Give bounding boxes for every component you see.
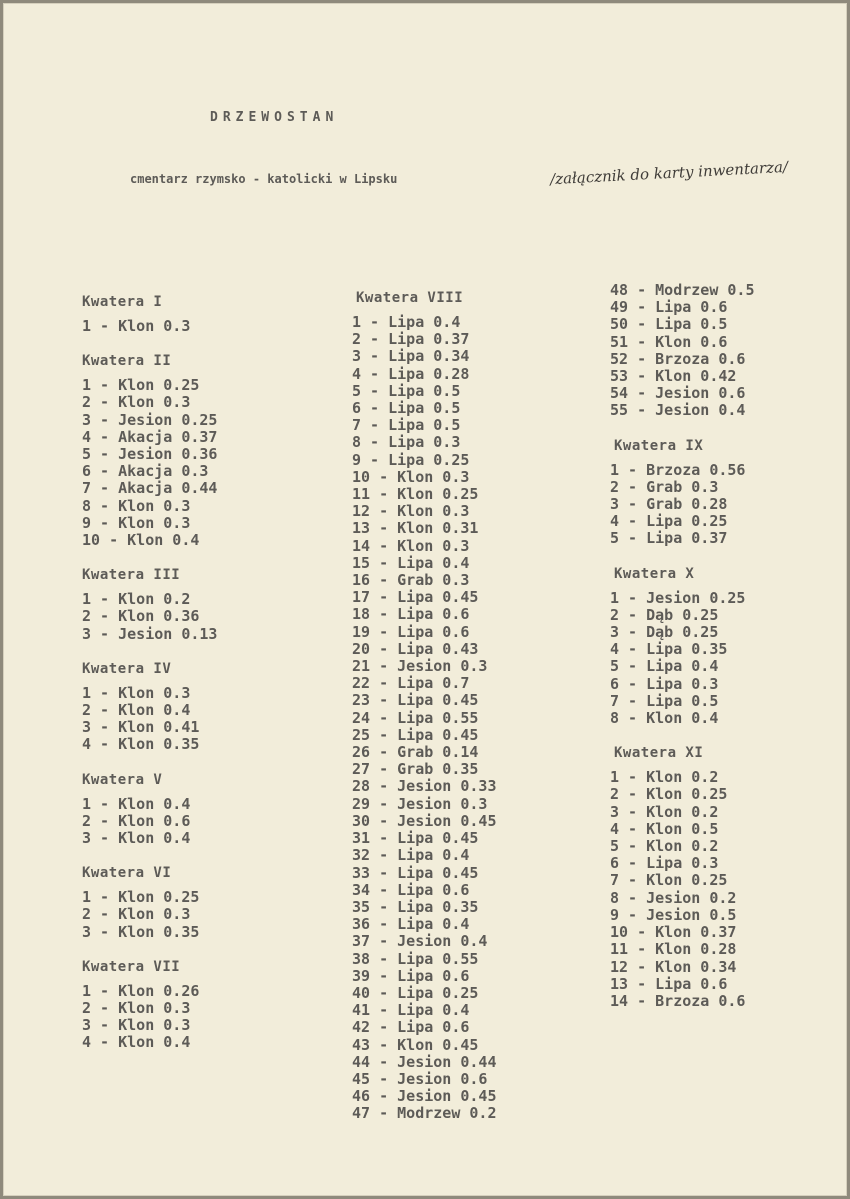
tree-entry: 4 - Akacja 0.37: [82, 427, 218, 446]
tree-entry: 44 - Jesion 0.44: [352, 1052, 497, 1071]
quarter-heading: Kwatera VII: [82, 958, 181, 975]
tree-entry: 6 - Akacja 0.3: [82, 462, 209, 481]
tree-entry: 37 - Jesion 0.4: [352, 932, 488, 951]
tree-entry: 3 - Lipa 0.34: [352, 347, 470, 366]
tree-entry: 5 - Jesion 0.36: [82, 445, 218, 464]
tree-entry: 32 - Lipa 0.4: [352, 846, 470, 865]
tree-entry: 5 - Lipa 0.4: [610, 657, 719, 676]
tree-entry: 9 - Klon 0.3: [82, 513, 191, 532]
tree-entry: 7 - Klon 0.25: [610, 871, 728, 890]
quarter-heading: Kwatera IV: [82, 660, 172, 677]
tree-entry: 14 - Klon 0.3: [352, 536, 470, 555]
tree-entry: 6 - Lipa 0.5: [352, 399, 461, 418]
tree-entry: 2 - Klon 0.3: [82, 905, 191, 924]
tree-entry: 9 - Lipa 0.25: [352, 450, 470, 469]
tree-entry: 15 - Lipa 0.4: [352, 553, 470, 572]
tree-entry: 11 - Klon 0.25: [352, 485, 479, 504]
quarter-heading: Kwatera XI: [614, 745, 704, 762]
section-gap: [78, 754, 298, 766]
tree-entry: 7 - Lipa 0.5: [610, 691, 719, 710]
tree-entry: 26 - Grab 0.14: [352, 743, 479, 762]
tree-entry: 48 - Modrzew 0.5: [610, 281, 755, 299]
tree-entry: 2 - Klon 0.6: [82, 811, 191, 830]
tree-entry: 1 - Klon 0.3: [82, 317, 191, 335]
tree-entry: 52 - Brzoza 0.6: [610, 349, 746, 368]
tree-entry: 33 - Lipa 0.45: [352, 863, 479, 882]
tree-entry: 1 - Lipa 0.4: [352, 313, 461, 331]
tree-entry: 51 - Klon 0.6: [610, 332, 728, 351]
tree-entry: 23 - Lipa 0.45: [352, 691, 479, 710]
tree-entry: 27 - Grab 0.35: [352, 760, 479, 779]
tree-entry: 20 - Lipa 0.43: [352, 639, 479, 658]
tree-entry: 1 - Klon 0.2: [82, 590, 191, 609]
section-gap: [610, 727, 820, 739]
tree-entry: 42 - Lipa 0.6: [352, 1018, 470, 1037]
tree-entry: 1 - Klon 0.2: [610, 768, 719, 787]
quarter-heading: Kwatera I: [82, 294, 163, 310]
tree-entry: 10 - Klon 0.37: [610, 923, 737, 942]
tree-entry: 1 - Klon 0.25: [82, 888, 200, 907]
tree-entry: 36 - Lipa 0.4: [352, 915, 470, 934]
tree-entry: 1 - Jesion 0.25: [610, 588, 746, 607]
tree-entry: 1 - Klon 0.4: [82, 794, 191, 813]
tree-entry: 29 - Jesion 0.3: [352, 794, 488, 813]
tree-entry: 35 - Lipa 0.35: [352, 897, 479, 916]
tree-entry: 3 - Klon 0.4: [82, 829, 191, 848]
quarter-heading: Kwatera IX: [614, 437, 704, 454]
tree-entry: 1 - Brzoza 0.56: [610, 460, 746, 479]
tree-entry: 39 - Lipa 0.6: [352, 966, 470, 985]
quarter-heading: Kwatera V: [82, 771, 163, 788]
tree-entry: 24 - Lipa 0.55: [352, 708, 479, 727]
tree-entry: 2 - Dąb 0.25: [610, 605, 719, 624]
tree-entry: 5 - Lipa 0.37: [610, 529, 728, 548]
tree-entry: 1 - Klon 0.25: [82, 376, 200, 395]
tree-entry: 19 - Lipa 0.6: [352, 622, 470, 641]
tree-entry: 12 - Klon 0.34: [610, 957, 737, 976]
tree-entry: 45 - Jesion 0.6: [352, 1069, 488, 1088]
tree-entry: 18 - Lipa 0.6: [352, 605, 470, 624]
tree-entry: 46 - Jesion 0.45: [352, 1087, 497, 1106]
tree-entry: 4 - Lipa 0.35: [610, 640, 728, 659]
tree-entry: 2 - Lipa 0.37: [352, 330, 470, 349]
tree-entry: 43 - Klon 0.45: [352, 1035, 479, 1054]
tree-entry: 30 - Jesion 0.45: [352, 811, 497, 830]
tree-entry: 8 - Klon 0.4: [610, 709, 719, 728]
quarter-heading: Kwatera VI: [82, 865, 172, 882]
section-gap: [610, 548, 820, 560]
section-gap: [78, 847, 298, 859]
tree-entry: 53 - Klon 0.42: [610, 367, 737, 386]
tree-entry: 4 - Lipa 0.28: [352, 364, 470, 383]
tree-entry: 47 - Modrzew 0.2: [352, 1104, 497, 1123]
tree-entry: 7 - Akacja 0.44: [82, 479, 218, 498]
tree-entry: 6 - Lipa 0.3: [610, 674, 719, 693]
tree-entry: 49 - Lipa 0.6: [610, 298, 728, 317]
section-gap: [610, 420, 820, 432]
tree-entry: 1 - Klon 0.26: [82, 981, 200, 1000]
tree-entry: 3 - Jesion 0.25: [82, 410, 218, 429]
tree-entry: 10 - Klon 0.3: [352, 467, 470, 486]
tree-entry: 2 - Klon 0.36: [82, 607, 200, 626]
tree-entry: 3 - Dąb 0.25: [610, 623, 719, 642]
tree-entry: 1 - Klon 0.3: [82, 683, 191, 702]
tree-entry: 21 - Jesion 0.3: [352, 657, 488, 676]
tree-entry: 11 - Klon 0.28: [610, 940, 737, 959]
tree-entry: 55 - Jesion 0.4: [610, 401, 746, 420]
tree-entry: 41 - Lipa 0.4: [352, 1001, 470, 1020]
section-gap: [78, 941, 298, 953]
document-title: DRZEWOSTAN: [210, 110, 339, 125]
tree-entry: 13 - Klon 0.31: [352, 519, 479, 538]
tree-entry: 8 - Klon 0.3: [82, 496, 191, 515]
tree-entry: 2 - Klon 0.3: [82, 999, 191, 1018]
tree-entry: 4 - Klon 0.4: [82, 1033, 191, 1052]
column-2: [352, 284, 592, 1123]
tree-entry: 7 - Lipa 0.5: [352, 416, 461, 435]
section-gap: [78, 335, 298, 347]
quarter-heading: Kwatera II: [82, 353, 172, 370]
tree-entry: 34 - Lipa 0.6: [352, 880, 470, 899]
tree-entry: 3 - Grab 0.28: [610, 495, 728, 514]
tree-entry: 3 - Klon 0.41: [82, 718, 200, 737]
tree-entry: 22 - Lipa 0.7: [352, 674, 470, 693]
tree-entry: 16 - Grab 0.3: [352, 571, 470, 590]
tree-entry: 6 - Lipa 0.3: [610, 854, 719, 873]
tree-entry: 13 - Lipa 0.6: [610, 974, 728, 993]
quarter-heading: Kwatera VIII: [356, 290, 464, 306]
tree-entry: 2 - Grab 0.3: [610, 477, 719, 496]
tree-entry: 3 - Jesion 0.13: [82, 624, 218, 643]
tree-entry: 3 - Klon 0.35: [82, 922, 200, 941]
quarter-heading: Kwatera X: [614, 565, 695, 582]
tree-entry: 4 - Klon 0.35: [82, 735, 200, 754]
tree-entry: 8 - Lipa 0.3: [352, 433, 461, 452]
tree-entry: 12 - Klon 0.3: [352, 502, 470, 521]
section-gap: [78, 549, 298, 561]
tree-entry: 5 - Lipa 0.5: [352, 381, 461, 400]
document-subtitle: cmentarz rzymsko - katolicki w Lipsku: [130, 172, 398, 186]
tree-entry: 3 - Klon 0.2: [610, 802, 719, 821]
tree-entry: 4 - Lipa 0.25: [610, 512, 728, 531]
column-1: [78, 288, 298, 1052]
tree-entry: 8 - Jesion 0.2: [610, 888, 737, 907]
handwritten-annotation: /załącznik do karty inwentarza/: [549, 157, 789, 189]
tree-entry: 3 - Klon 0.3: [82, 1016, 191, 1035]
tree-entry: 28 - Jesion 0.33: [352, 777, 497, 796]
tree-entry: 17 - Lipa 0.45: [352, 588, 479, 607]
tree-entry: 5 - Klon 0.2: [610, 837, 719, 856]
tree-entry: 54 - Jesion 0.6: [610, 384, 746, 403]
tree-entry: 25 - Lipa 0.45: [352, 725, 479, 744]
tree-entry: 38 - Lipa 0.55: [352, 949, 479, 968]
tree-entry: 50 - Lipa 0.5: [610, 315, 728, 334]
tree-entry: 2 - Klon 0.3: [82, 393, 191, 412]
tree-entry: 10 - Klon 0.4: [82, 531, 200, 550]
quarter-heading: Kwatera III: [82, 567, 181, 584]
tree-entry: 14 - Brzoza 0.6: [610, 991, 746, 1010]
tree-entry: 9 - Jesion 0.5: [610, 905, 737, 924]
column-3: [610, 282, 820, 1010]
tree-entry: 31 - Lipa 0.45: [352, 829, 479, 848]
section-gap: [78, 643, 298, 655]
tree-entry: 2 - Klon 0.25: [610, 785, 728, 804]
tree-entry: 2 - Klon 0.4: [82, 701, 191, 720]
tree-entry: 4 - Klon 0.5: [610, 819, 719, 838]
tree-entry: 40 - Lipa 0.25: [352, 983, 479, 1002]
